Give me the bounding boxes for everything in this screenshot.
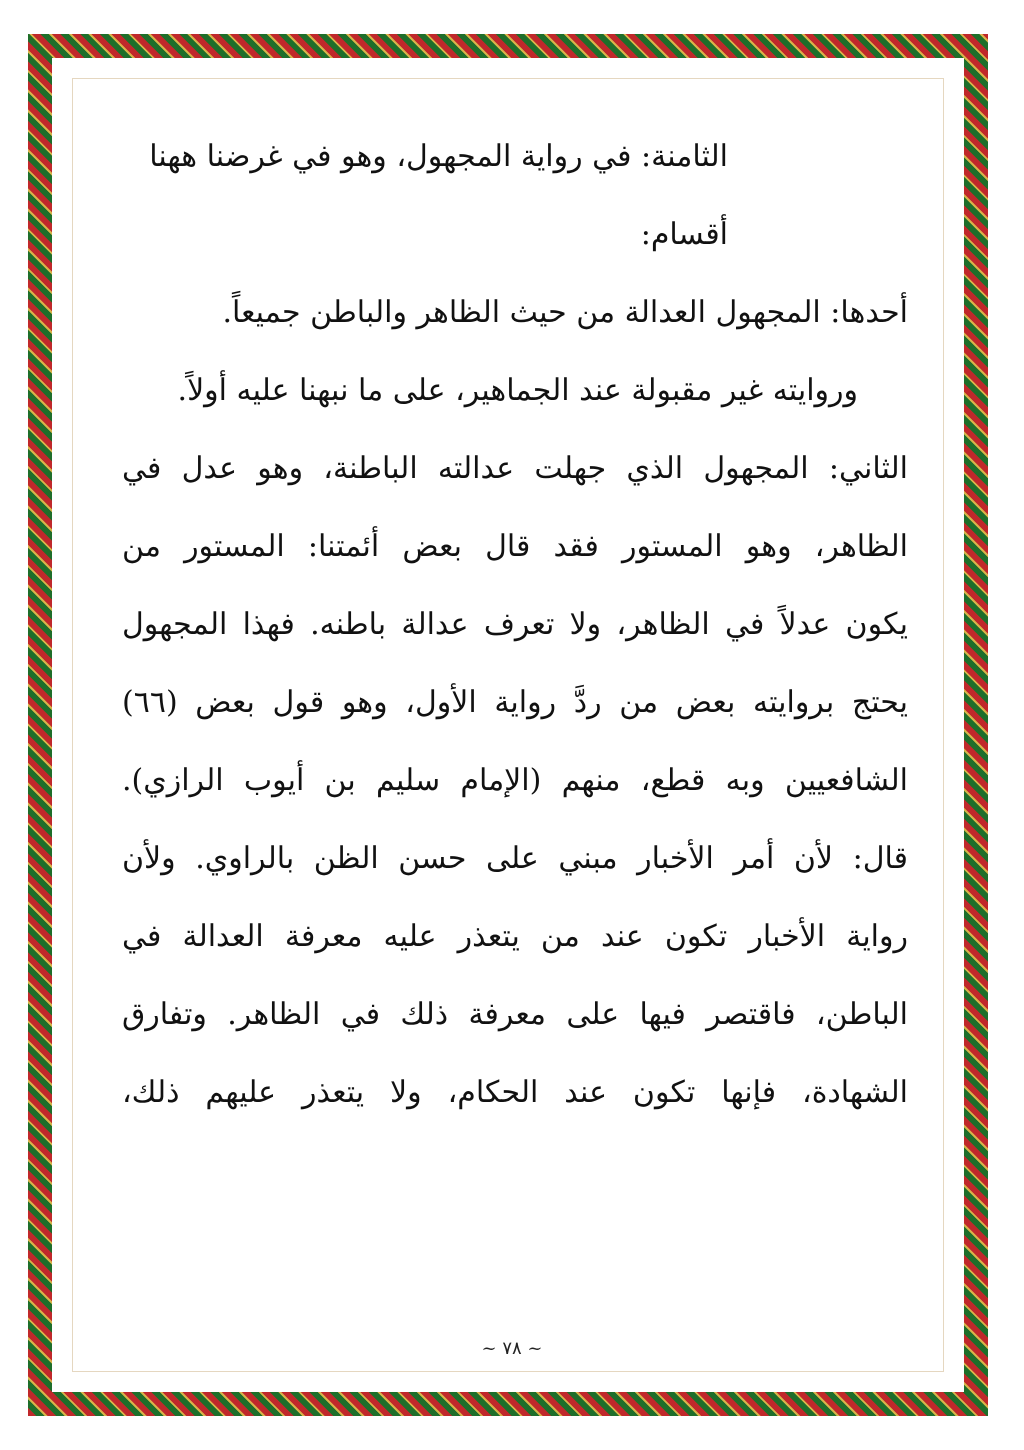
text-line-6: الظاهر، وهو المستور فقد قال بعض أئمتنا: المستور من [122, 529, 908, 564]
page-number: ~ ٧٨ ~ [481, 1338, 543, 1359]
text-line-11: رواية الأخبار تكون عند من يتعذر عليه معرفة العدالة في [122, 919, 908, 954]
text-line-4: وروايته غير مقبولة عند الجماهير، على ما نبهنا عليه أولاً. [177, 373, 858, 408]
text-line-8: يحتج بروايته بعض من ردَّ رواية الأول، وهو قول بعض (٦٦) [122, 685, 908, 720]
text-line-9: الشافعيين وبه قطع، منهم (الإمام سليم بن أيوب الرازي). [122, 763, 908, 798]
text-line-13: الشهادة، فإنها تكون عند الحكام، ولا يتعذر عليهم ذلك، [122, 1075, 908, 1110]
text-line-12: الباطن، فاقتصر فيها على معرفة ذلك في الظاهر. وتفارق [122, 997, 908, 1032]
text-line-7: يكون عدلاً في الظاهر، ولا تعرف عدالة باطنه. فهذا المجهول [122, 607, 908, 642]
text-line-1: الثامنة: في رواية المجهول، وهو في غرضنا ههنا [149, 139, 728, 174]
page-text [122, 118, 908, 1132]
text-line-3: أحدها: المجهول العدالة من حيث الظاهر والباطن جميعاً. [222, 295, 908, 330]
text-line-2: أقسام: [640, 217, 728, 252]
text-line-10: قال: لأن أمر الأخبار مبني على حسن الظن بالراوي. ولأن [122, 841, 908, 876]
text-line-5: الثاني: المجهول الذي جهلت عدالته الباطنة، وهو عدل في [122, 451, 908, 486]
